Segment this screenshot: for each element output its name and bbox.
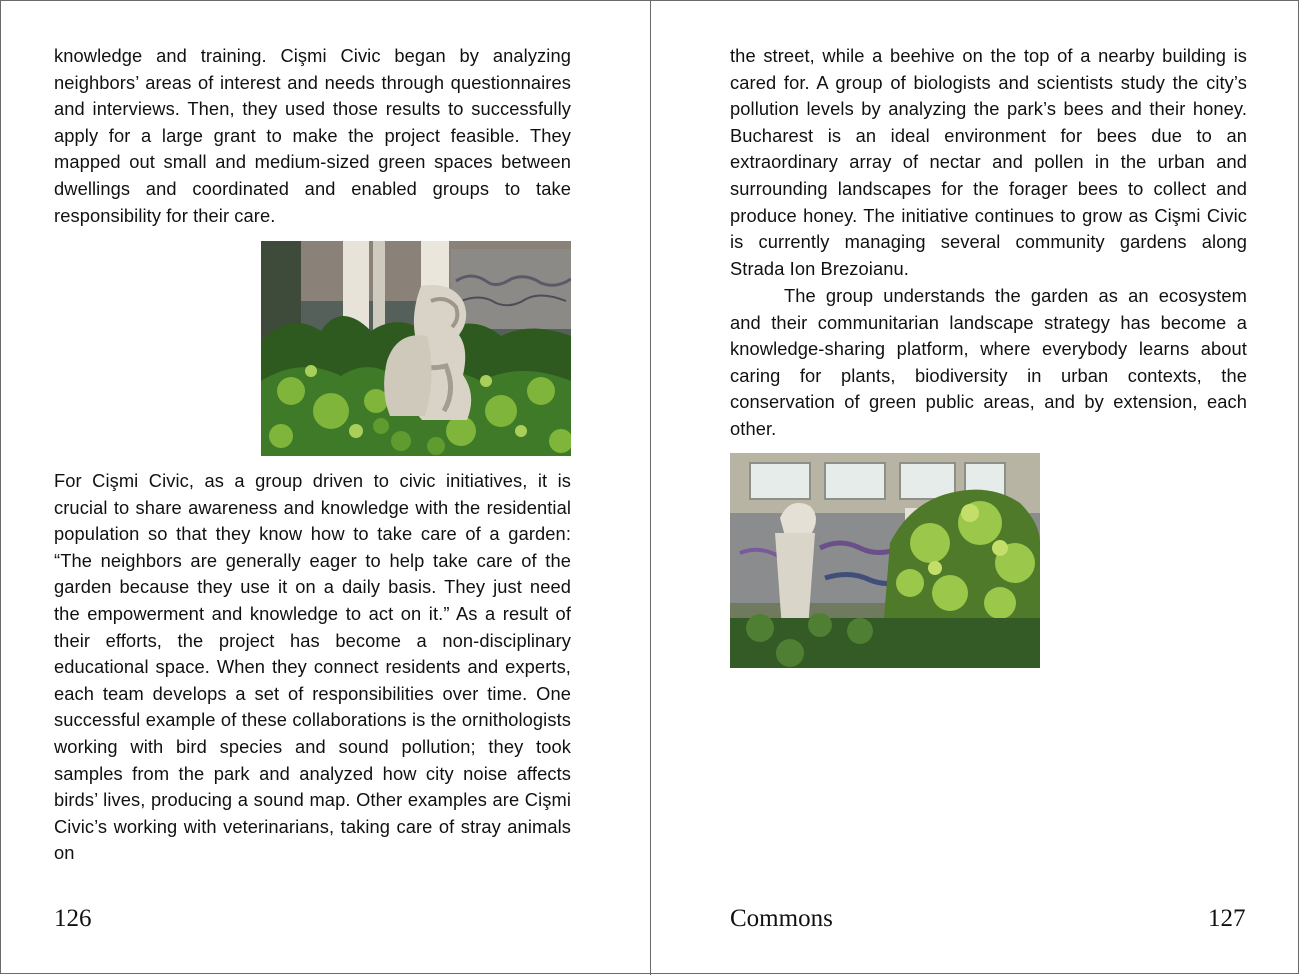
right-paragraph-1: the street, while a beehive on the top of a nearby building is cared for. A group of biologists and scientists study the city’s pollution levels by analyzing the park’s bees and their honey. Bucharest is an ideal environment for bees due to an extraordinary array of nectar and pollen in the urban and surrounding landscapes for the forager bees to collect and produce honey. The initiative continues to grow as Cişmi Civic is currently managing several community gardens along Strada Ion Brezoianu. bbox=[730, 45, 1247, 279]
right-paragraph-2 bbox=[730, 283, 1247, 443]
bust-monument-photo bbox=[730, 453, 1040, 668]
page-number-right: 127 bbox=[1208, 905, 1246, 932]
left-page bbox=[1, 1, 650, 975]
page-number-left: 126 bbox=[54, 905, 92, 932]
right-paragraph-2-text: The group understands the garden as an ecosystem and their communitarian landscape strategy has become a knowledge-sharing platform, where everybody learns about caring for plants, biodiversity in urban contexts, the conservation of green public areas, and by extension, each other. bbox=[730, 285, 1247, 439]
running-head: Commons bbox=[730, 905, 833, 932]
left-paragraph-1: knowledge and training. Cişmi Civic began by analyzing neighbors’ areas of interest and needs through questionnaires and interviews. Then, they used those results to successfully apply for a large grant to make the project feasible. They mapped out small and medium-sized green spaces between dwellings and coordinated and enabled groups to take responsibility for their care. bbox=[54, 45, 571, 226]
left-paragraph-2: For Cişmi Civic, as a group driven to civic initiatives, it is crucial to share awareness and knowledge with the residential population so that they know how to take care of a garden: “The neighbors are generally eager to help take care of the garden because they use it on a daily basis. They just need the empowerment and knowledge to act on it.” As a result of their efforts, the project has become a non-disciplinary educational space. When they connect residents and experts, each team develops a set of responsibilities over time. One successful example of these collaborations is the ornithologists working with bird species and sound pollution; they took samples from the park and analyzed how city noise affects birds’ lives, producing a sound map. Other examples are Cişmi Civic’s working with veterinarians, taking care of stray animals on bbox=[54, 470, 571, 864]
right-page bbox=[651, 1, 1299, 975]
sculpture-garden-photo bbox=[261, 241, 571, 456]
